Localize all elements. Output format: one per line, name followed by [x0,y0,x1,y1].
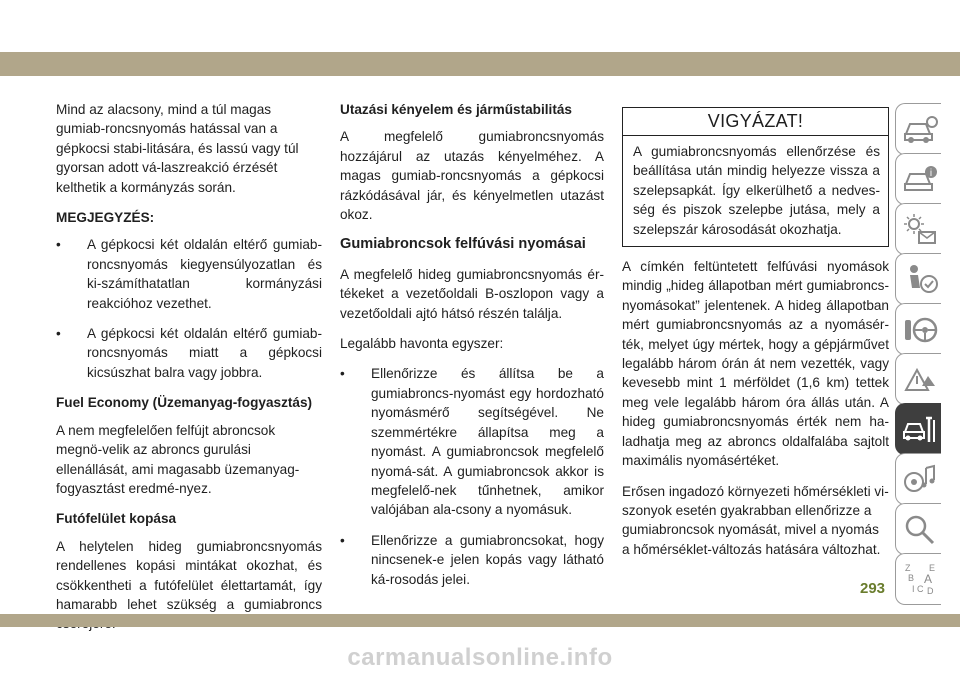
column-3 [622,107,889,570]
index-letter: A [924,572,933,586]
svg-text:i: i [929,168,933,179]
index-letter: I [912,584,915,594]
paragraph: Legalább havonta egyszer: [340,336,504,352]
paragraph: A megfelelő hideg gumiabroncsnyomás ér-tékeket a vezetőoldali B-oszlopon vagy a vezetőoldali ajtó hátsó részén találja. [340,266,604,321]
light-message-icon[interactable] [895,203,941,255]
bullet-item: • A gépkocsi két oldalán eltérő gumiab-roncsnyomás kiegyensúlyozatlan és ki-számíthatatlan kormányzási reakcióhoz vezethet. [56,237,322,311]
bullet-icon: • [340,532,345,548]
page-number: 293 [860,580,886,597]
watermark: carmanualsonline.info [347,644,613,671]
paragraph: Mind az alacsony, mind a túl magas gumiab-roncsnyomás hatással van a gépkocsi stabi-litására, és lassú vagy túl gyorsan adott vá-laszreakció érzését kelthetik a kormányzás során. [56,102,299,195]
bullet-icon: • [340,366,345,382]
bullet-item: • Ellenőrizze a gumiabroncsokat, hogy nincsenek-e jelen kopás vagy látható ká-rosodás jelei. [340,532,604,587]
index-letter: C [917,584,924,594]
search-icon[interactable] [895,503,941,555]
section-heading: Utazási kényelem és járműstabilitás [340,102,572,117]
hazard-icon[interactable] [895,353,941,405]
column-2 [340,100,604,600]
paragraph: A helytelen hideg gumiabroncsnyomás rendellenes kopási mintákat okozhat, és csökkentheti a futófelület élettartamát, így hamarabb lehet szükség a gumiabroncs [56,538,322,612]
bullet-item: • A gépkocsi két oldalán eltérő gumiab-roncsnyomás miatt a gépkocsi kicsúszhat balra vagy jobbra. [56,326,322,380]
multimedia-icon[interactable] [895,453,941,505]
car-wrench-icon[interactable] [895,403,941,455]
warning-body: A gumiabroncsnyomás ellenőrzése és beállítása után mindig helyezze vissza a szelepsapkát. Így elkerülhető a nedves-ség és piszok szelepbe jutása, mely a szelepszár károsodását okozhatja. [633,144,880,237]
section-heading: Futófelület kopása [56,511,177,527]
section-heading: Fuel Economy (Üzemanyag-fogyasztás) [56,395,313,411]
header-band [0,52,960,76]
warning-title: VIGYÁZAT! [623,108,888,136]
index-letter: Z [905,563,911,573]
car-warning-icon[interactable] [895,153,941,205]
paragraph: A megfelelő gumiabroncsnyomás hozzájárul az utazás kényelméhez. A magas gumiab-roncsnyomás a gépkocsi rázkódásával jár, és kényelmetlen utazást okoz. [340,129,604,223]
bullet-icon: • [56,326,61,342]
bullet-icon: • [56,237,61,253]
index-letter: E [929,563,936,573]
index-letter: B [908,573,915,583]
section-heading: Gumiabroncsok felfúvási nyomásai [340,236,586,253]
car-info-icon[interactable] [895,103,941,155]
index-icon[interactable] [895,553,941,605]
warning-box [622,107,889,247]
column-1 [56,100,322,645]
footer-band [0,614,960,627]
steering-wheel-icon[interactable] [895,303,941,355]
bullet-item: • Ellenőrizze és állítsa be a gumiabroncs-nyomást egy hordozható nyomásmérő segítségével. Ne szemmértékre állapítsa meg a nyomást. A gumiabroncsok megfelelő nyomá-sát. A gumiabroncsok akkor is megfelelő-nek tűnhetnek, amikor valójában ala-csony a nyomásuk. [340,366,604,518]
paragraph: A nem megfelelően felfújt abroncsok megnö-velik az abroncs gurulási ellenállását, ami magasabb üzemanyag-fogyasztást eredmé-nyez. [56,422,300,496]
index-letter: D [927,586,934,596]
seat-safety-icon[interactable] [895,253,941,305]
paragraph: A címkén feltüntetett felfúvási nyomások mindig „hideg állapotban mért gumiabroncs-nyomásokat” jelentenek. A hideg állapotban mért gumiabroncsnyomás az a nyomásér-ték, melyet úgy mértek, hogy a gépjárművet legalább három órán át nem vezették, vagy kevesebb mint 1 mérföldet (1,6 km) tettek meg vele legalább három óra állás után. A hideg gumiabroncsnyomás érték nem ha-ladhatja meg az abroncs oldalfalába sajtolt maximális nyomásértéket. [622,259,889,469]
note-heading: MEGJEGYZÉS: [56,210,155,226]
paragraph: Erősen ingadozó környezeti hőmérsékleti vi-szonyok esetén gyakrabban ellenőrizze a gumiabroncsok nyomását, mivel a nyomás a hőmérséklet-változás hatására változhat. [622,483,889,557]
